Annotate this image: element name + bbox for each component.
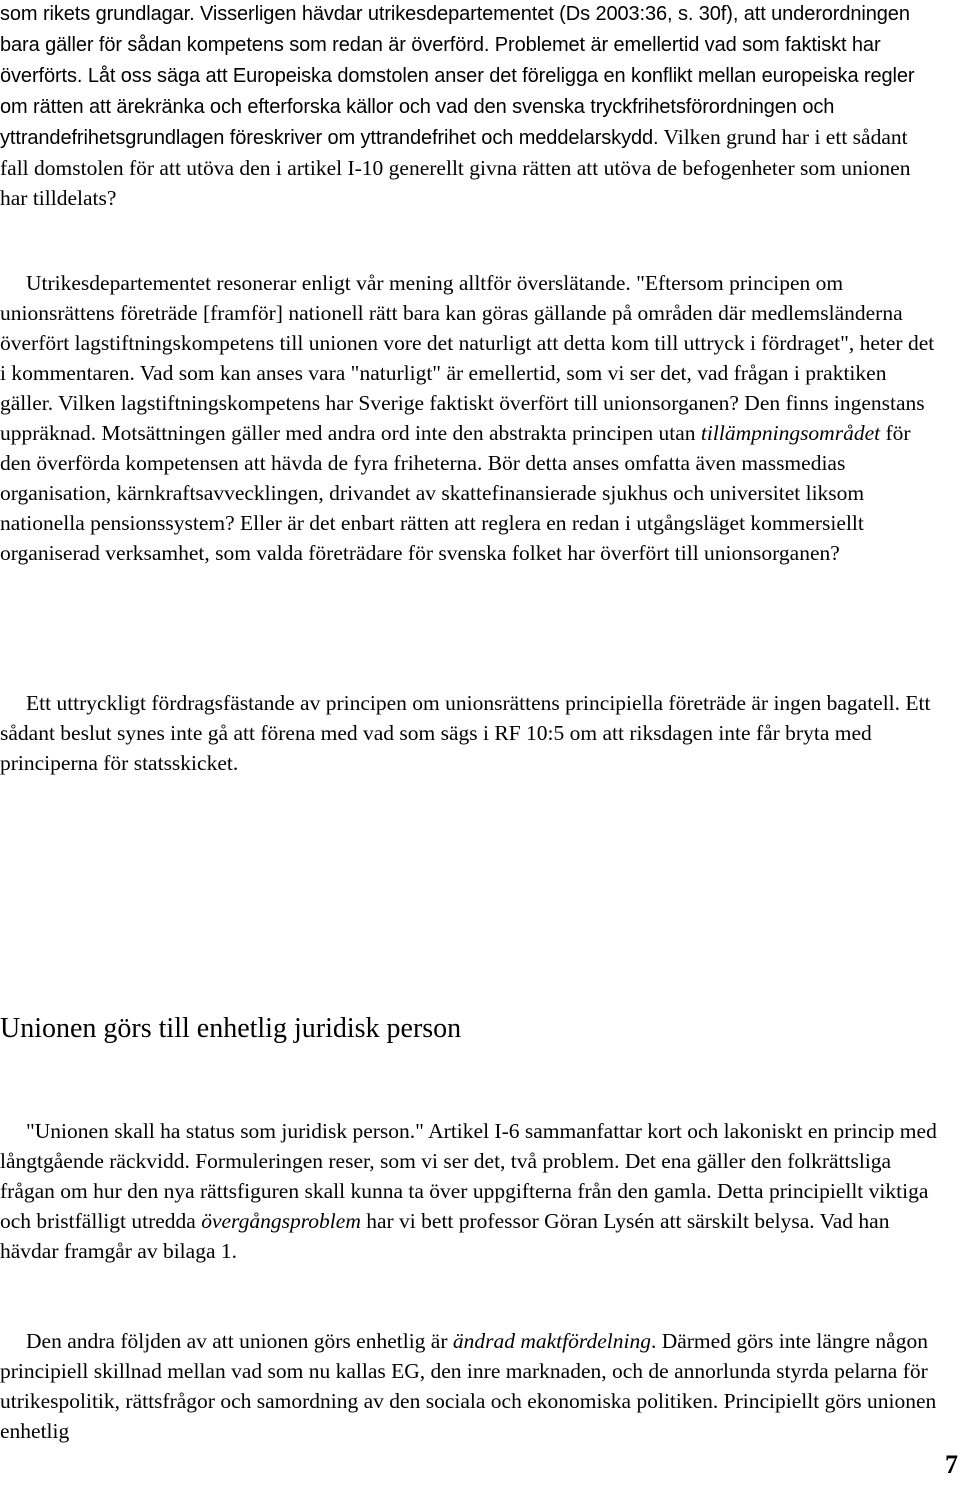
paragraph-4-text-b: har vi bett professor Göran Lysén att särskilt belysa. Vad han hävdar framgår av bilaga 1. [0, 1209, 890, 1263]
paragraph-5-emphasis: ändrad maktfördelning [452, 1329, 651, 1353]
page-number: 7 [945, 1450, 958, 1479]
paragraph-3-text: Ett uttryckligt fördragsfästande av principen om unionsrättens principiella företräde är ingen bagatell. Ett sådant beslut synes inte gå att förena med vad som sägs i RF 10:5 om att riksdagen inte får bryta med principerna för statsskicket. [0, 691, 931, 775]
paragraph-4 [0, 1116, 940, 1266]
paragraph-1-sans-text: som rikets grundlagar. Visserligen hävdar utrikesdepartementet (Ds 2003:36, s. 30f), att underordningen bara gäller för sådan kompetens som redan är överförd. Problemet är emellertid vad som faktiskt har överförts. Låt oss säga att Europeiska domstolen anser det föreligga en konflikt mellan europeiska regler om rätten att ärekränka och efterforska källor och vad den svenska tryckfrihetsförordningen och yttrandefrihetsgrundlagen föreskriver om yttrandefrihet och meddelarskydd. [0, 3, 915, 149]
paragraph-5 [0, 1326, 940, 1446]
paragraph-2-text-b: för den överförda kompetensen att hävda de fyra friheterna. Bör detta anses omfatta även massmedias organisation, kärnkraftsavvecklingen, drivandet av skattefinansierade sjukhus och universitet liksom nationella pensionssystem? Eller är det enbart rätten att reglera en redan i utgångsläget kommersiellt organiserad verksamhet, som valda företrädare för svenska folket har överfört till unionsorganen? [0, 421, 911, 565]
paragraph-5-text-b: . Därmed görs inte längre någon principiell skillnad mellan vad som nu kallas EG, den inre marknaden, och de annorlunda styrda pelarna för utrikespolitik, rättsfrågor och samordning av den sociala och ekonomiska politiken. Principiellt görs unionen enhetlig [0, 1329, 937, 1443]
section-heading: Unionen görs till enhetlig juridisk person [0, 1013, 462, 1044]
paragraph-2 [0, 268, 940, 568]
paragraph-3 [0, 688, 940, 778]
paragraph-4-text-a: "Unionen skall ha status som juridisk person." Artikel I-6 sammanfattar kort och lakoniskt en princip med långtgående räckvidd. Formuleringen reser, som vi ser det, två problem. Det ena gäller den folkrättsliga frågan om hur den nya rättsfiguren skall kunna ta över uppgifterna från den gamla. Detta principiellt viktiga och bristfälligt utredda [0, 1119, 937, 1233]
paragraph-4-emphasis: övergångsproblem [201, 1209, 361, 1233]
paragraph-2-emphasis: tillämpningsområdet [700, 421, 881, 445]
paragraph-2-text-a: Utrikesdepartementet resonerar enligt vår mening alltför överslätande. "Eftersom principen om unionsrättens företräde [framför] nationell rätt bara kan göras gällande på områden där medlemsländerna överfört lagstiftningskompetens till unionen vore det naturligt att detta kom till uttryck i fördraget", heter det i kommentaren. Vad som kan anses vara "naturligt" är emellertid, som vi ser det, vad frågan i praktiken gäller. Vilken lagstiftningskompetens har Sverige faktiskt överfört till unionsorganen? Den finns ingenstans uppräknad. Motsättningen gäller med andra ord inte den abstrakta principen utan [0, 271, 935, 445]
paragraph-1-serif-text: Vilken grund har i ett sådant fall domstolen för att utöva den i artikel I-10 generellt givna rätten att utöva de befogenheter som unionen har tilldelats? [0, 125, 911, 210]
paragraph-1 [0, 0, 940, 213]
paragraph-5-text-a: Den andra följden av att unionen görs enhetlig är [26, 1329, 453, 1353]
